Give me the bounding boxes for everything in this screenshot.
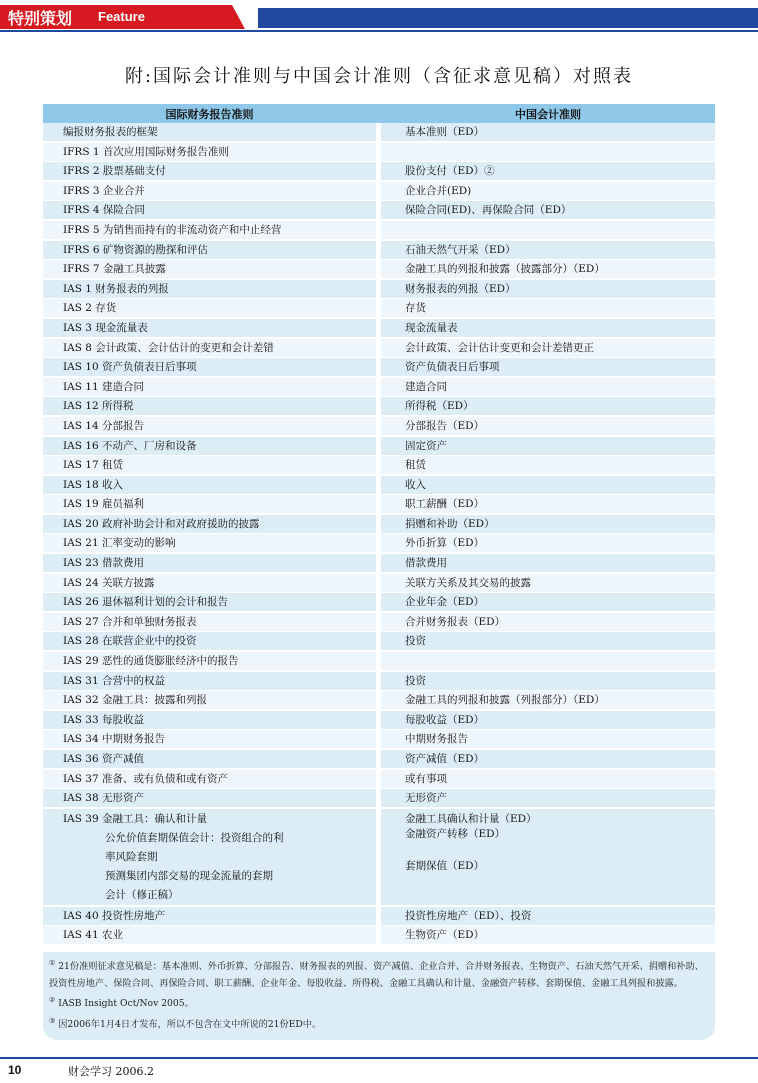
footnote-3: ③ 因2006年1月4日才发布，所以不包含在文中所说的21份ED中。 (49, 1016, 322, 1030)
ifrs-cell: IAS 26 退休福利计划的会计和报告 (43, 593, 376, 611)
table-row (43, 574, 715, 594)
cas-cell: 企业合并(ED) (381, 182, 715, 200)
ifrs-cell: IFRS 2 股票基础支付 (43, 162, 376, 180)
ifrs-cell: 编报财务报表的框架 (43, 123, 376, 141)
cas-cell: 关联方关系及其交易的披露 (381, 574, 715, 592)
table-row (43, 613, 715, 633)
section-title-en: Feature (98, 9, 145, 24)
table-row (43, 711, 715, 731)
ias39-left-4: 预测集团内部交易的现金流量的套期 (105, 869, 273, 882)
ias39-left-2: 公允价值套期保值会计：投资组合的利 (105, 831, 284, 844)
cas-cell: 金融工具的列报和披露（列报部分）（ED） (381, 691, 715, 709)
ifrs-cell: IAS 27 合并和单独财务报表 (43, 613, 376, 631)
ifrs-cell: IAS 23 借款费用 (43, 554, 376, 572)
ifrs-cell: IAS 40 投资性房地产 (43, 907, 376, 925)
page-number: 10 (8, 1063, 22, 1077)
ifrs-cell: IAS 37 准备、或有负债和或有资产 (43, 770, 376, 788)
table-tail (43, 907, 715, 946)
table-row (43, 789, 715, 809)
table-row (43, 926, 715, 946)
table-row (43, 358, 715, 378)
table-row (43, 182, 715, 202)
section-title-cn: 特别策划 (8, 9, 73, 28)
header-blue-band (258, 8, 758, 28)
table-header (43, 104, 715, 123)
table-row (43, 730, 715, 750)
footer-rule (0, 1057, 758, 1059)
ifrs-cell: IAS 36 资产减值 (43, 750, 376, 768)
ias39-right-1: 金融工具确认和计量（ED） (405, 812, 537, 825)
cas-cell (381, 221, 715, 239)
table-row (43, 593, 715, 613)
cas-cell: 石油天然气开采（ED） (381, 241, 715, 259)
ifrs-cell: IAS 32 金融工具：披露和列报 (43, 691, 376, 709)
table-row (43, 456, 715, 476)
col-header-cas: 中国会计准则 (515, 108, 581, 121)
cas-cell: 固定资产 (381, 437, 715, 455)
ifrs-cell: IAS 34 中期财务报告 (43, 730, 376, 748)
table-row (43, 241, 715, 261)
table-row (43, 162, 715, 182)
ifrs-cell: IAS 2 存货 (43, 299, 376, 317)
ifrs-cell: IAS 21 汇率变动的影响 (43, 534, 376, 552)
cas-cell: 租赁 (381, 456, 715, 474)
cas-cell: 所得税（ED） (381, 397, 715, 415)
cas-cell (381, 143, 715, 161)
table-row (43, 123, 715, 143)
table-row (43, 143, 715, 163)
table-row (43, 397, 715, 417)
table-row (43, 770, 715, 790)
table-row (43, 437, 715, 457)
table-row (43, 691, 715, 711)
cas-cell: 无形资产 (381, 789, 715, 807)
table-row (43, 201, 715, 221)
cas-cell: 存货 (381, 299, 715, 317)
table-body (43, 123, 715, 809)
table-row (43, 907, 715, 927)
footnote-2: ② IASB Insight Oct/Nov 2005。 (49, 996, 194, 1010)
table-row (43, 515, 715, 535)
magazine-issue: 财会学习 2006.2 (68, 1065, 154, 1078)
cas-cell: 现金流量表 (381, 319, 715, 337)
ias39-right-cell (381, 809, 715, 905)
cas-cell: 职工薪酬（ED） (381, 495, 715, 513)
cas-cell: 每股收益（ED） (381, 711, 715, 729)
cas-cell: 金融工具的列报和披露（披露部分）（ED） (381, 260, 715, 278)
ifrs-cell: IAS 8 会计政策、会计估计的变更和会计差错 (43, 339, 376, 357)
table-row (43, 495, 715, 515)
table-row (43, 260, 715, 280)
cas-cell: 保险合同(ED)、再保险合同（ED） (381, 201, 715, 219)
ifrs-cell: IFRS 1 首次应用国际财务报告准则 (43, 143, 376, 161)
ias39-left-cell (43, 809, 376, 905)
ifrs-cell: IAS 31 合营中的权益 (43, 672, 376, 690)
cas-cell: 投资 (381, 672, 715, 690)
cas-cell: 资产负债表日后事项 (381, 358, 715, 376)
ifrs-cell: IAS 38 无形资产 (43, 789, 376, 807)
ias39-left-5: 会计（修正稿） (105, 888, 179, 901)
table-row (43, 299, 715, 319)
ias39-right-3: 套期保值（ED） (405, 859, 485, 872)
cas-cell: 企业年金（ED） (381, 593, 715, 611)
page-title: 附:国际会计准则与中国会计准则（含征求意见稿）对照表 (124, 66, 634, 87)
cas-cell: 合并财务报表（ED） (381, 613, 715, 631)
col-header-ifrs: 国际财务报告准则 (165, 108, 254, 121)
table-row (43, 280, 715, 300)
cas-cell: 收入 (381, 476, 715, 494)
cas-cell: 分部报告（ED） (381, 417, 715, 435)
ifrs-cell: IAS 10 资产负债表日后事项 (43, 358, 376, 376)
ifrs-cell: IAS 14 分部报告 (43, 417, 376, 435)
cas-cell: 捐赠和补助（ED） (381, 515, 715, 533)
header-rule (0, 30, 758, 32)
ias39-left-3: 率风险套期 (105, 850, 158, 863)
ifrs-cell: IFRS 5 为销售而持有的非流动资产和中止经营 (43, 221, 376, 239)
ifrs-cell: IAS 24 关联方披露 (43, 574, 376, 592)
ifrs-cell: IAS 20 政府补助会计和对政府援助的披露 (43, 515, 376, 533)
table-row (43, 554, 715, 574)
cas-cell: 外币折算（ED） (381, 534, 715, 552)
table-row-ias39 (43, 809, 715, 907)
cas-cell: 股份支付（ED）② (381, 162, 715, 180)
table-row (43, 534, 715, 554)
cas-cell: 中期财务报告 (381, 730, 715, 748)
cas-cell: 投资性房地产（ED）、投资 (381, 907, 715, 925)
cas-cell: 生物资产（ED） (381, 926, 715, 944)
cas-cell: 借款费用 (381, 554, 715, 572)
cas-cell: 基本准则（ED） (381, 123, 715, 141)
cas-cell: 会计政策、会计估计变更和会计差错更正 (381, 339, 715, 357)
ifrs-cell: IAS 41 农业 (43, 926, 376, 944)
ias39-left-1: IAS 39 金融工具：确认和计量 (63, 812, 207, 825)
table-row (43, 652, 715, 672)
ifrs-cell: IFRS 7 金融工具披露 (43, 260, 376, 278)
table-row (43, 339, 715, 359)
ifrs-cell: IAS 1 财务报表的列报 (43, 280, 376, 298)
ifrs-cell: IAS 28 在联营企业中的投资 (43, 632, 376, 650)
ifrs-cell: IAS 29 恶性的通货膨胀经济中的报告 (43, 652, 376, 670)
ifrs-cell: IAS 16 不动产、厂房和设备 (43, 437, 376, 455)
table-row (43, 632, 715, 652)
cas-cell: 资产减值（ED） (381, 750, 715, 768)
table-row (43, 417, 715, 437)
footnote-1: ① 21份准则征求意见稿是：基本准则、外币折算、分部报告、财务报表的列报、资产减值、企业合并、合并财务报表、生物资产、石油天然气开采、捐赠和补助、投资性房地产、保险合同、再保险合同、职工薪酬、企业年金、每股收益、所得税、金融工具确认和计量、金融资产转移、套期保值、金融工具列报和披露。 (49, 959, 704, 989)
table-row (43, 750, 715, 770)
cas-cell: 投资 (381, 632, 715, 650)
ifrs-cell: IAS 18 收入 (43, 476, 376, 494)
ifrs-cell: IAS 19 雇员福利 (43, 495, 376, 513)
ifrs-cell: IFRS 4 保险合同 (43, 201, 376, 219)
ifrs-cell: IAS 12 所得税 (43, 397, 376, 415)
ifrs-cell: IAS 33 每股收益 (43, 711, 376, 729)
ifrs-cell: IAS 11 建造合同 (43, 378, 376, 396)
cas-cell: 财务报表的列报（ED） (381, 280, 715, 298)
header-red-cut (232, 5, 245, 29)
header-bar (0, 0, 758, 30)
ifrs-cell: IFRS 6 矿物资源的勘探和评估 (43, 241, 376, 259)
ifrs-cell: IAS 17 租赁 (43, 456, 376, 474)
ifrs-cell: IAS 3 现金流量表 (43, 319, 376, 337)
comparison-table (43, 104, 715, 946)
ias39-right-2: 金融资产转移（ED） (405, 827, 506, 840)
cas-cell: 建造合同 (381, 378, 715, 396)
cas-cell (381, 652, 715, 670)
table-row (43, 672, 715, 692)
table-row (43, 476, 715, 496)
ifrs-cell: IFRS 3 企业合并 (43, 182, 376, 200)
cas-cell: 或有事项 (381, 770, 715, 788)
table-row (43, 378, 715, 398)
table-row (43, 221, 715, 241)
table-row (43, 319, 715, 339)
footnotes (43, 952, 715, 1040)
